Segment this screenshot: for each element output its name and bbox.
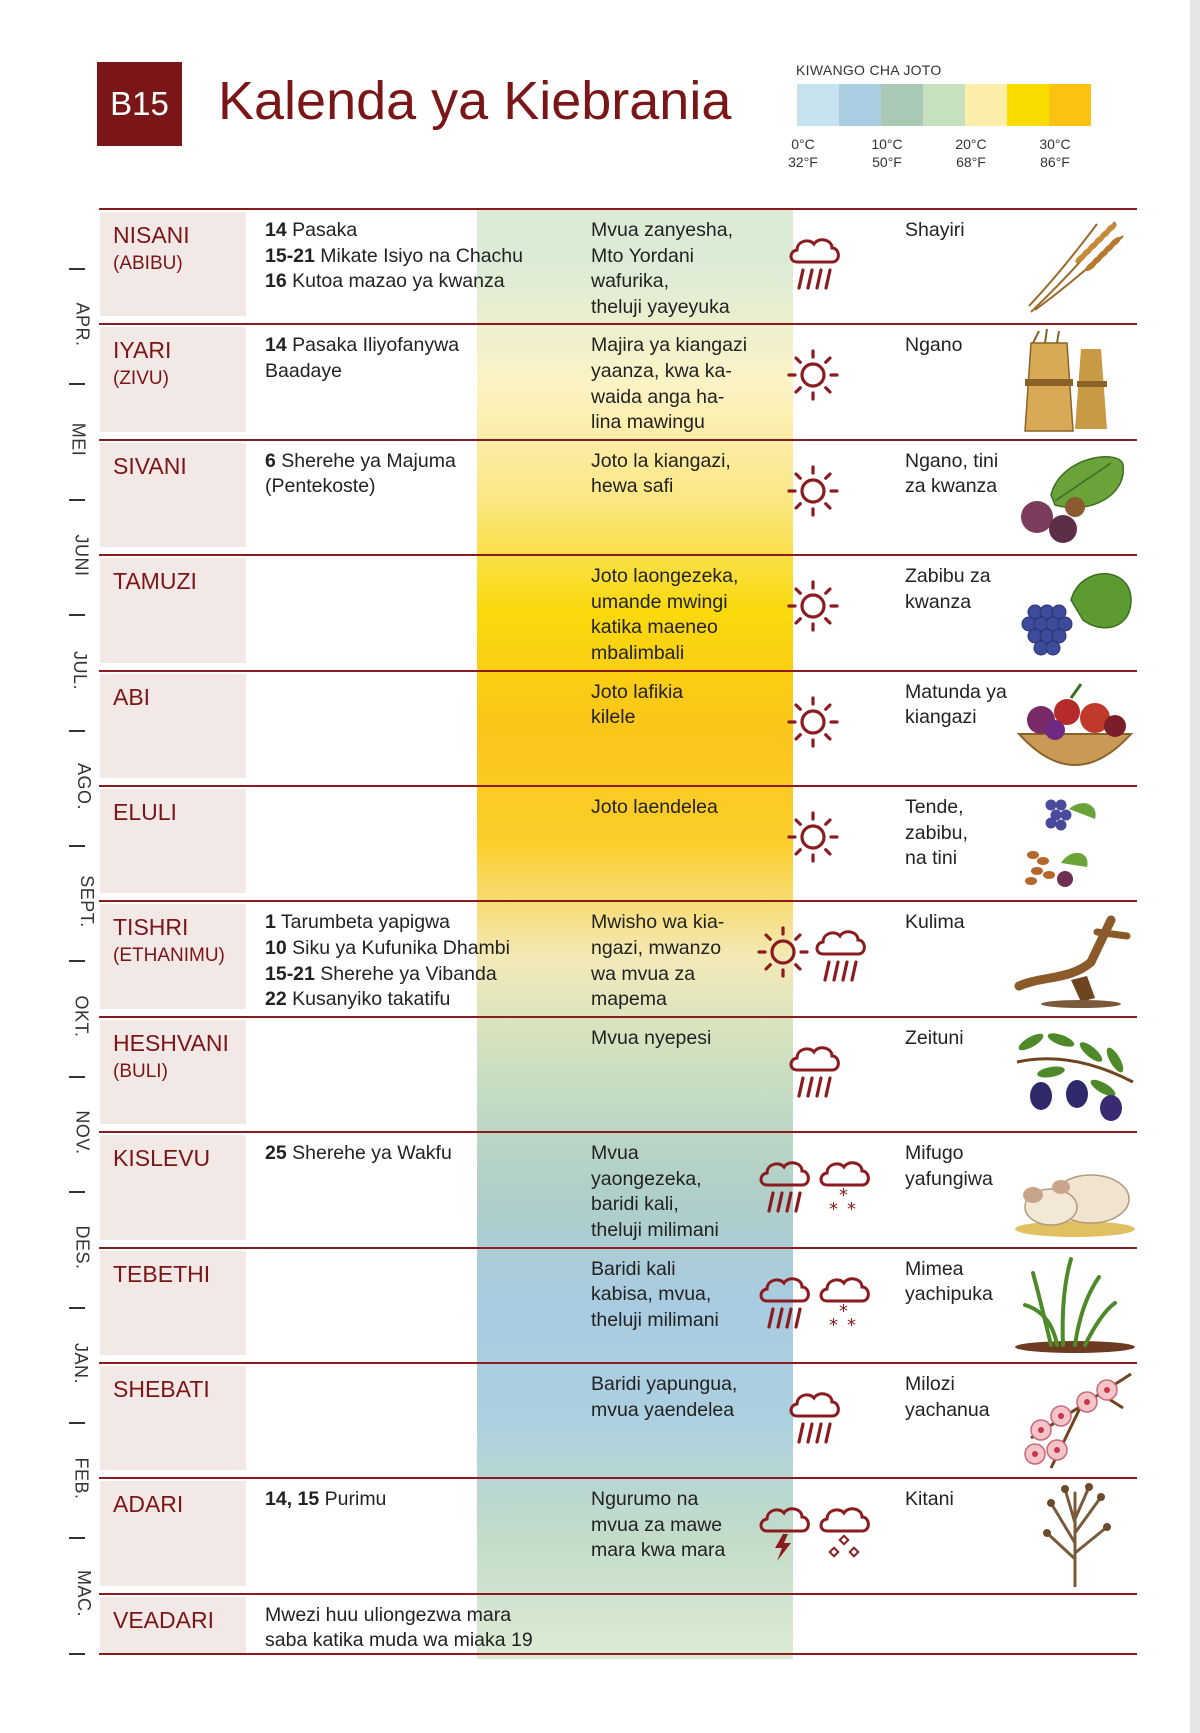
rain-icon <box>785 1040 845 1106</box>
month-cell <box>100 1481 246 1585</box>
weather-line: katika maeneo <box>591 616 718 639</box>
weather-line: Baridi kali <box>591 1257 676 1280</box>
temperature-scale-label: KIWANGO CHA JOTO <box>796 62 942 78</box>
festival-day: 14 <box>265 219 287 241</box>
festival-text: Purimu <box>319 1488 387 1511</box>
gregorian-month-label <box>60 875 97 928</box>
weather-line: theluji milimani <box>591 1218 719 1241</box>
temperature-swatch <box>1049 84 1091 126</box>
temperature-tick <box>1020 135 1090 171</box>
fruit-basket-icon <box>1011 676 1139 780</box>
temperature-swatch <box>965 84 1007 126</box>
weather-line: hewa safi <box>591 475 674 498</box>
fig-icon <box>1011 445 1139 549</box>
section-code-badge: B15 <box>97 62 182 146</box>
gregorian-month-label <box>60 534 96 577</box>
weather-line: Mto Yordani <box>591 244 694 267</box>
hail-icon <box>815 1501 875 1567</box>
weather-line: mvua za mawe <box>591 1513 723 1536</box>
month-alt-name: (ABIBU) <box>113 253 183 274</box>
timeline-tick <box>69 1537 85 1539</box>
gregorian-month-text: APR. <box>72 302 93 347</box>
weather-description <box>591 218 791 320</box>
weather-line: yaongezeka, <box>591 1167 702 1190</box>
agriculture-line: za kwanza <box>905 475 998 498</box>
wheat-sheaf-icon <box>1011 329 1139 433</box>
sun-icon <box>785 578 841 638</box>
rain-icon <box>785 232 845 298</box>
festival-text: saba katika muda wa miaka 19 <box>265 1629 533 1652</box>
weather-line: yaanza, kwa ka- <box>591 359 732 382</box>
weather-icons <box>755 1155 875 1221</box>
weather-icons <box>785 578 841 638</box>
temperature-swatch <box>923 84 965 126</box>
month-row <box>99 670 1137 785</box>
agriculture-line: kwanza <box>905 590 972 613</box>
weather-icons <box>755 1501 875 1567</box>
month-alt-name: (ZIVU) <box>113 368 169 390</box>
month-name: SIVANI <box>113 452 187 479</box>
weather-line: wa mvua za <box>591 962 696 985</box>
plow-icon <box>1011 906 1139 1010</box>
month-name: ADARI <box>113 1491 184 1518</box>
sun-icon <box>785 347 841 407</box>
page-edge <box>1190 0 1200 1733</box>
festival-text: Kutoa mazao ya kwanza <box>286 270 505 293</box>
festival-text: Pasaka Iliyofanywa <box>286 334 460 357</box>
timeline-tick <box>69 1653 85 1655</box>
month-cell <box>100 904 246 1008</box>
temperature-swatch <box>839 84 881 126</box>
month-row <box>99 323 1137 438</box>
svg-text:*: * <box>829 1199 838 1218</box>
agriculture-line: na tini <box>905 847 958 870</box>
gregorian-month-label <box>60 995 96 1038</box>
festival-text: Mikate Isiyo na Chachu <box>314 244 523 267</box>
festival-entry <box>265 1603 665 1629</box>
weather-icons <box>785 809 841 869</box>
festival-day: 14 <box>265 334 287 357</box>
timeline-tick <box>69 1307 85 1309</box>
month-alt-name: (ETHANIMU) <box>113 945 225 967</box>
weather-line: waida anga ha- <box>591 385 725 408</box>
weather-line: mvua yaendelea <box>591 1398 735 1421</box>
gregorian-month-text: SEPT. <box>76 875 97 928</box>
agriculture-line: Ngano, tini <box>905 449 999 472</box>
timeline-tick <box>69 1191 85 1193</box>
weather-line: Ngurumo na <box>591 1488 699 1511</box>
agriculture-line: Shayiri <box>905 219 965 241</box>
gregorian-month-text: JAN. <box>71 1342 92 1384</box>
weather-description <box>591 795 791 821</box>
weather-icons <box>785 1040 845 1106</box>
weather-line: Baridi yapungua, <box>591 1372 738 1395</box>
agriculture-line: Zeituni <box>905 1026 964 1049</box>
festival-text: Tarumbeta yapigwa <box>275 911 451 934</box>
month-name: NISANI <box>113 222 190 248</box>
hebrew-calendar-table <box>99 208 1137 1655</box>
timeline-tick <box>69 268 85 270</box>
gregorian-month-text: JUL. <box>70 651 91 691</box>
temperature-tick-fahrenheit: 50°F <box>872 154 902 170</box>
barley-icon <box>1011 214 1139 318</box>
festival-day: 1 <box>265 911 276 934</box>
sun-icon <box>785 809 841 869</box>
weather-description <box>591 449 791 500</box>
weather-line: mara kwa mara <box>591 1539 726 1562</box>
svg-text:*: * <box>839 1300 848 1322</box>
agriculture-line: yachanua <box>905 1398 990 1421</box>
svg-text:*: * <box>847 1314 856 1333</box>
gregorian-month-label <box>60 1570 96 1618</box>
weather-line: Joto lafikia <box>591 680 684 703</box>
weather-line: wafurika, <box>591 270 670 293</box>
month-row <box>99 208 1137 323</box>
gregorian-month-text: DES. <box>72 1225 93 1270</box>
festival-text: Mwezi huu uliongezwa mara <box>265 1603 512 1626</box>
gregorian-month-text: AGO. <box>74 762 95 810</box>
month-cell <box>100 1135 246 1239</box>
weather-line: kabisa, mvua, <box>591 1283 712 1306</box>
festival-text: Sherehe ya Vibanda <box>314 962 497 985</box>
gregorian-month-text: MAC. <box>74 1570 94 1618</box>
temperature-tick <box>936 135 1006 171</box>
gregorian-month-label <box>60 302 96 347</box>
festival-day: 16 <box>265 270 287 293</box>
festival-day: 15-21 <box>265 962 315 985</box>
sprout-icon <box>1011 1253 1139 1357</box>
month-name: TISHRI <box>113 914 189 941</box>
weather-line: Mvua nyepesi <box>591 1026 712 1049</box>
rain-icon <box>755 1271 815 1337</box>
page-title: Kalenda ya Kiebrania <box>218 71 732 131</box>
weather-line: Mvua <box>591 1142 639 1165</box>
month-cell <box>100 212 246 316</box>
weather-description <box>591 1026 791 1052</box>
festival-text: Sherehe ya Majuma <box>275 449 456 472</box>
temperature-tick-fahrenheit: 32°F <box>788 154 818 170</box>
weather-line: umande mwingi <box>591 590 728 613</box>
festivals-list <box>265 1603 665 1654</box>
month-cell <box>100 1251 246 1355</box>
weather-description <box>591 564 791 666</box>
timeline-tick <box>69 383 85 385</box>
temperature-tick-celsius: 30°C <box>1039 136 1071 152</box>
timeline-tick <box>69 1076 85 1078</box>
month-cell <box>100 327 246 431</box>
gregorian-month-text: MEI <box>68 423 89 457</box>
temperature-swatch <box>797 84 839 126</box>
svg-text:*: * <box>839 1185 848 1207</box>
weather-line: mapema <box>591 988 667 1011</box>
temperature-tick-celsius: 0°C <box>791 136 815 152</box>
weather-icons <box>785 694 841 754</box>
festival-entry <box>265 1628 665 1654</box>
month-cell <box>100 789 246 893</box>
temperature-tick-fahrenheit: 86°F <box>1040 154 1070 170</box>
timeline-tick <box>69 499 85 501</box>
agriculture-line: Kulima <box>905 911 965 934</box>
svg-text:*: * <box>829 1314 838 1333</box>
weather-description <box>591 333 791 435</box>
month-cell <box>100 674 246 778</box>
festival-text: Siku ya Kufunika Dhambi <box>286 936 510 959</box>
festival-day: 25 <box>265 1142 287 1165</box>
gregorian-month-label <box>60 423 96 457</box>
olive-icon <box>1011 1022 1139 1126</box>
festival-day: 22 <box>265 988 287 1011</box>
month-alt-name: (BULI) <box>113 1060 168 1082</box>
month-name: TEBETHI <box>113 1260 211 1287</box>
weather-line: baridi kali, <box>591 1193 679 1216</box>
agriculture-line: yachipuka <box>905 1283 993 1306</box>
weather-description <box>591 1372 791 1423</box>
sheep-icon <box>1011 1137 1139 1241</box>
dates-grapes-figs-icon <box>1011 791 1139 895</box>
weather-icons <box>785 347 841 407</box>
month-row <box>99 1247 1137 1362</box>
timeline-tick <box>69 730 85 732</box>
timeline-tick <box>69 1422 85 1424</box>
agriculture-line: Tende, <box>905 795 964 818</box>
month-row <box>99 1131 1137 1246</box>
agriculture-line: kiangazi <box>905 706 977 729</box>
svg-text:*: * <box>847 1199 856 1218</box>
sun-icon <box>785 463 841 523</box>
month-name: ABI <box>113 683 151 710</box>
weather-description <box>591 680 791 731</box>
month-name: IYARI <box>113 337 172 364</box>
gregorian-month-text: OKT. <box>71 995 92 1038</box>
gregorian-month-label <box>60 1110 96 1155</box>
weather-line: mbalimbali <box>591 641 685 664</box>
festival-text: (Pentekoste) <box>265 475 376 498</box>
sun-icon <box>755 924 811 990</box>
festival-day: 15-21 <box>265 244 315 267</box>
agriculture-line: Matunda ya <box>905 680 1007 703</box>
almond-blossom-icon <box>1011 1368 1139 1472</box>
agriculture-line: zabibu, <box>905 821 968 844</box>
weather-line: kilele <box>591 706 636 729</box>
month-cell <box>100 1597 246 1653</box>
weather-icons <box>785 463 841 523</box>
festival-text: Kusanyiko takatifu <box>286 988 451 1011</box>
weather-line: Joto laendelea <box>591 795 718 818</box>
rain-icon <box>785 1386 845 1452</box>
gregorian-month-label <box>60 762 96 810</box>
weather-line: ngazi, mwanzo <box>591 936 722 959</box>
weather-line: theluji milimani <box>591 1308 719 1331</box>
month-name: HESHVANI <box>113 1029 229 1056</box>
agriculture-line: Mimea <box>905 1257 964 1280</box>
festival-day: 10 <box>265 936 287 959</box>
temperature-tick-celsius: 10°C <box>871 136 903 152</box>
agriculture-line: Milozi <box>905 1372 955 1395</box>
month-name: ELULI <box>113 798 177 825</box>
thunderstorm-icon <box>755 1501 815 1567</box>
festival-day: 14, 15 <box>265 1488 320 1511</box>
month-cell <box>100 1366 246 1470</box>
month-row <box>99 1016 1137 1131</box>
agriculture-line: yafungiwa <box>905 1167 993 1190</box>
weather-line: Mvua zanyesha, <box>591 219 733 241</box>
weather-line: lina mawingu <box>591 411 705 434</box>
month-cell <box>100 1020 246 1124</box>
weather-icons <box>785 232 845 298</box>
gregorian-month-label <box>60 1225 96 1270</box>
gregorian-month-text: NOV. <box>72 1110 93 1155</box>
gregorian-month-label <box>60 1457 96 1500</box>
month-row <box>99 554 1137 669</box>
grapes-icon <box>1011 560 1139 664</box>
month-name: KISLEVU <box>113 1145 211 1172</box>
festival-text: Pasaka <box>286 219 358 241</box>
month-row <box>99 785 1137 900</box>
weather-line: Majira ya kiangazi <box>591 334 748 357</box>
temperature-swatch <box>881 84 923 126</box>
weather-line: Joto la kiangazi, <box>591 449 731 472</box>
timeline-tick <box>69 614 85 616</box>
festival-text: Baadaye <box>265 359 342 382</box>
rain-icon <box>755 1155 815 1221</box>
flax-icon <box>1011 1483 1139 1587</box>
agriculture-line: Zabibu za <box>905 565 991 588</box>
weather-icons <box>755 1271 875 1337</box>
weather-icons <box>785 1386 845 1452</box>
timeline-tick <box>69 960 85 962</box>
weather-line: theluji yayeyuka <box>591 295 730 318</box>
gregorian-month-label <box>60 1342 96 1384</box>
timeline-tick <box>69 845 85 847</box>
temperature-swatch <box>1007 84 1049 126</box>
rain-icon <box>811 924 871 990</box>
month-cell <box>100 443 246 547</box>
agriculture-line: Mifugo <box>905 1142 964 1165</box>
weather-line: Mwisho wa kia- <box>591 911 725 934</box>
month-row <box>99 1362 1137 1477</box>
temperature-color-scale <box>797 84 1091 126</box>
weather-line: Joto laongezeka, <box>591 565 739 588</box>
sun-icon <box>785 694 841 754</box>
festival-text: Sherehe ya Wakfu <box>286 1142 452 1165</box>
gregorian-month-text: FEB. <box>71 1457 92 1500</box>
month-row <box>99 900 1137 1015</box>
temperature-tick <box>852 135 922 171</box>
agriculture-line: Kitani <box>905 1488 954 1511</box>
month-name: VEADARI <box>113 1606 214 1633</box>
gregorian-month-timeline <box>60 268 96 1660</box>
month-row <box>99 1593 1137 1655</box>
temperature-tick <box>768 135 838 171</box>
festival-day: 6 <box>265 449 276 472</box>
gregorian-month-label <box>60 651 96 691</box>
month-name: SHEBATI <box>113 1375 210 1402</box>
snow-icon <box>815 1155 875 1221</box>
month-row <box>99 1477 1137 1592</box>
temperature-tick-fahrenheit: 68°F <box>956 154 986 170</box>
gregorian-month-text: JUNI <box>71 534 92 577</box>
weather-icons <box>755 924 871 990</box>
month-cell <box>100 558 246 662</box>
month-row <box>99 439 1137 554</box>
temperature-tick-celsius: 20°C <box>955 136 987 152</box>
month-name: TAMUZI <box>113 568 197 595</box>
snow-icon <box>815 1271 875 1337</box>
agriculture-line: Ngano <box>905 334 963 357</box>
